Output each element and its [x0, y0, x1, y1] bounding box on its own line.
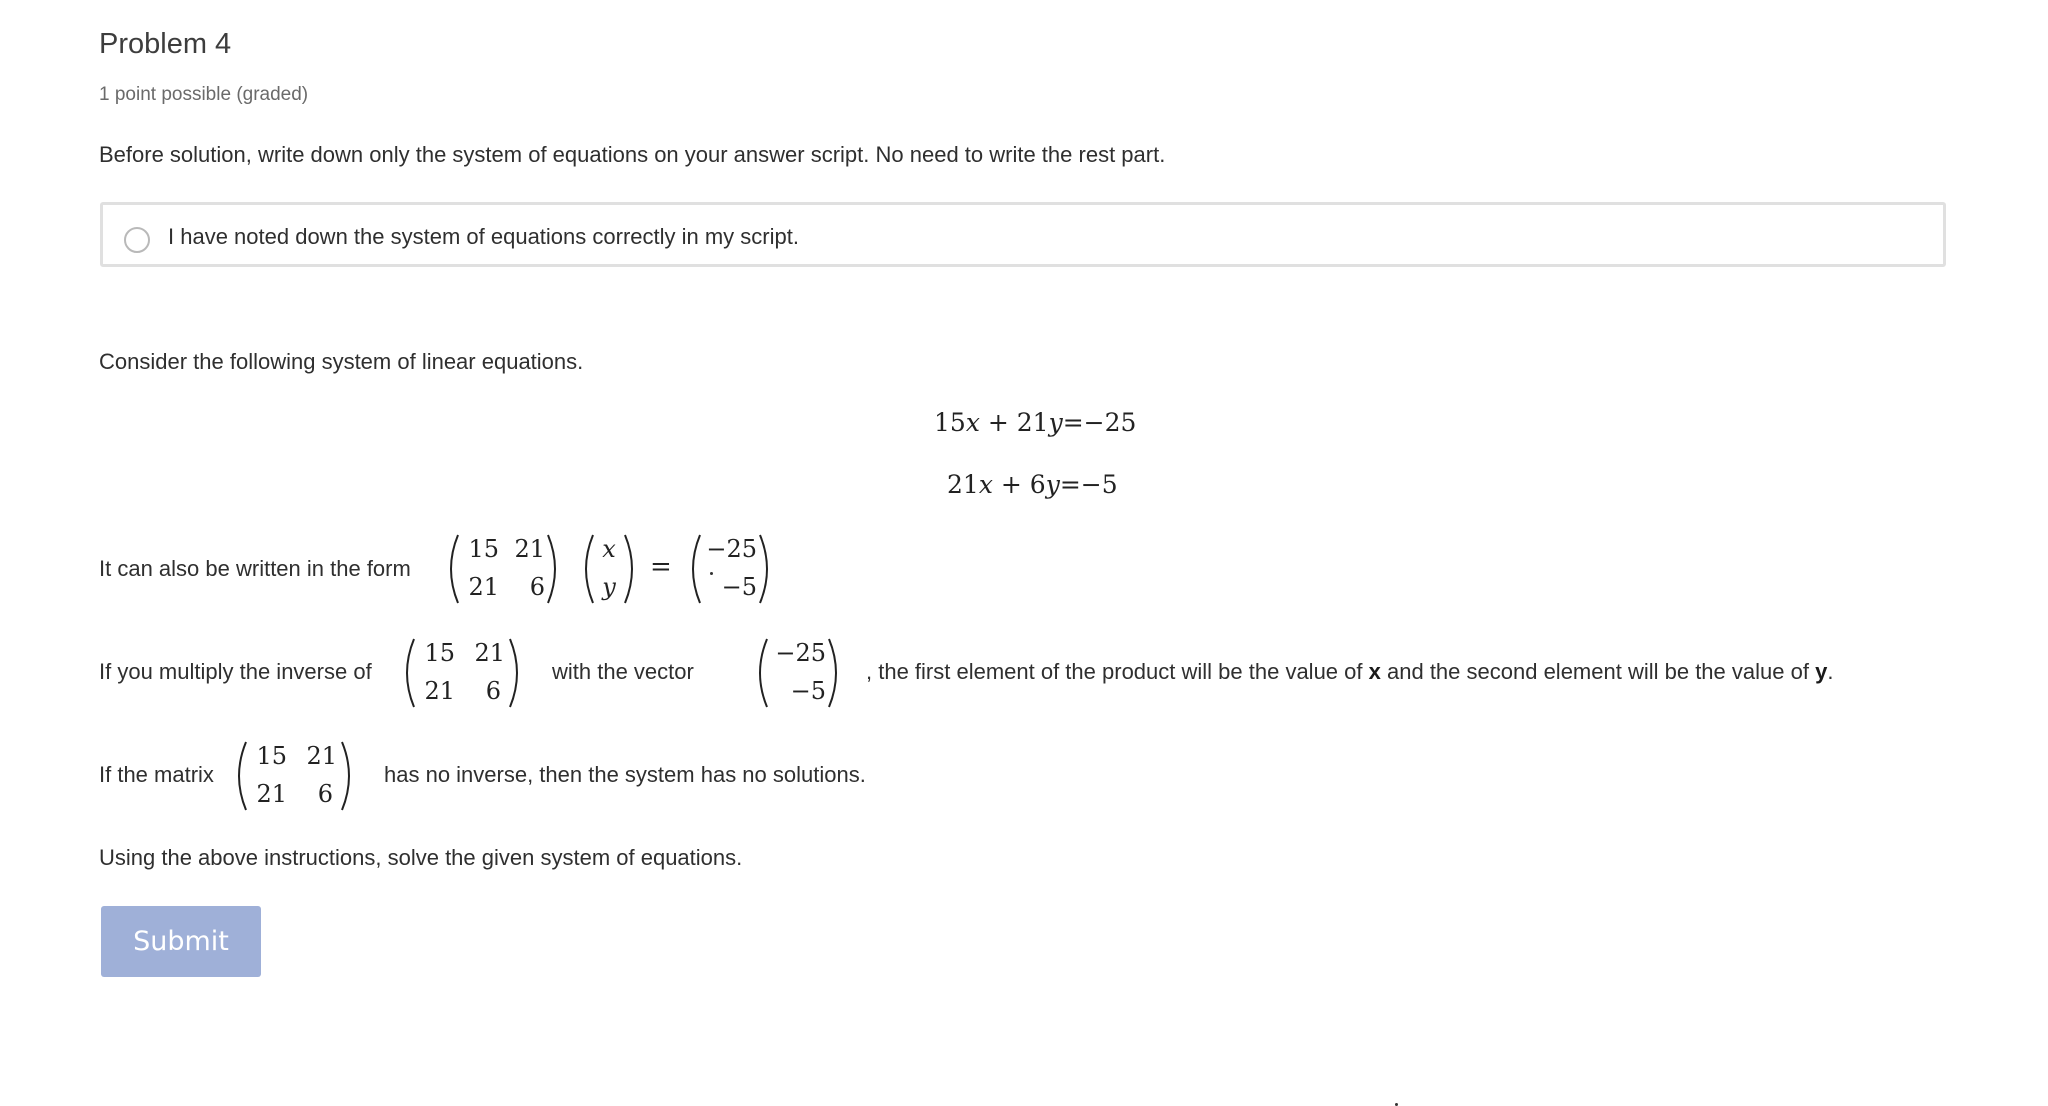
eq1-var-x: x: [965, 408, 980, 437]
noinv-suffix: has no inverse, then the system has no solutions.: [384, 762, 866, 787]
matrix-a11: 15: [468, 535, 499, 563]
right-paren-icon: [826, 637, 844, 709]
inverse-matrix: [399, 637, 529, 709]
right-paren-icon: [622, 533, 640, 605]
vector-b2: −5: [721, 573, 757, 601]
consider-text: Consider the following system of linear equations.: [99, 349, 584, 374]
left-paren-icon: [443, 533, 461, 605]
right-paren-icon: [545, 533, 563, 605]
instruction-text: Before solution, write down only the system of equations on your answer script. No need to write the rest part.: [99, 142, 1166, 167]
equals-sign: =: [650, 552, 672, 582]
vector-x: x: [602, 535, 616, 563]
eq1-plus: +: [987, 408, 1009, 437]
constant-vector: [685, 533, 775, 605]
eq2-var-y: y: [1045, 470, 1060, 499]
vector-y: y: [602, 573, 616, 601]
matrix-a22: 6: [529, 573, 545, 601]
matrix-a12: 21: [514, 535, 545, 563]
equation-1: [934, 408, 1136, 437]
eq1-rhs: −25: [1083, 408, 1137, 437]
submit-button[interactable]: Submit: [101, 906, 261, 977]
vector-b1: −25: [706, 535, 757, 563]
eq1-coef-x: 15: [934, 408, 966, 437]
matrix-a22: 6: [485, 677, 501, 705]
right-paren-icon: [757, 533, 775, 605]
left-paren-icon: [231, 740, 249, 812]
final-instruction: Using the above instructions, solve the given system of equations.: [99, 845, 743, 870]
points-possible: 1 point possible (graded): [99, 84, 309, 105]
vector-b2: −5: [790, 677, 826, 705]
multiply-end: .: [1827, 659, 1834, 684]
matrix-a12: 21: [474, 639, 505, 667]
multiply-suffix-1: , the first element of the product will be the value of: [866, 659, 1363, 684]
matrix-a21: 21: [468, 573, 499, 601]
multiply-prefix: If you multiply the inverse of: [99, 659, 372, 684]
right-paren-icon: [339, 740, 357, 812]
matrix-a21: 21: [256, 780, 287, 808]
no-inverse-matrix: [231, 740, 361, 812]
eq2-coef-y: 6: [1029, 470, 1046, 499]
eq1-var-y: y: [1048, 408, 1063, 437]
form-text: It can also be written in the form: [99, 556, 411, 581]
vector-b1: −25: [775, 639, 826, 667]
multiply-suffix: [866, 659, 1833, 685]
eq2-var-x: x: [978, 470, 993, 499]
problem-title: Problem 4: [99, 28, 232, 60]
choice-label[interactable]: I have noted down the system of equations correctly in my script.: [168, 224, 799, 249]
bold-y: y: [1815, 659, 1828, 684]
matrix-a21: 21: [424, 677, 455, 705]
matrix-a11: 15: [256, 742, 287, 770]
left-paren-icon: [399, 637, 417, 709]
stray-dot: [710, 572, 713, 575]
matrix-a22: 6: [317, 780, 333, 808]
eq2-plus: +: [1000, 470, 1022, 499]
radio-button[interactable]: [124, 227, 150, 253]
coefficient-matrix: [443, 533, 563, 605]
bold-x: x: [1368, 659, 1381, 684]
equation-2: [947, 470, 1118, 499]
multiply-suffix-2: and the second element will be the value of: [1387, 659, 1809, 684]
right-paren-icon: [507, 637, 525, 709]
eq1-coef-y: 21: [1016, 408, 1049, 437]
eq2-rhs: −5: [1080, 470, 1118, 499]
multiply-mid: with the vector: [552, 659, 694, 684]
multiply-vector: [752, 637, 844, 709]
unknown-vector: [578, 533, 640, 605]
eq2-coef-x: 21: [947, 470, 979, 499]
noinv-prefix: If the matrix: [99, 762, 214, 787]
eq2-equals: =: [1059, 470, 1081, 499]
left-paren-icon: [752, 637, 770, 709]
eq1-equals: =: [1062, 408, 1084, 437]
matrix-a12: 21: [306, 742, 337, 770]
matrix-a11: 15: [424, 639, 455, 667]
